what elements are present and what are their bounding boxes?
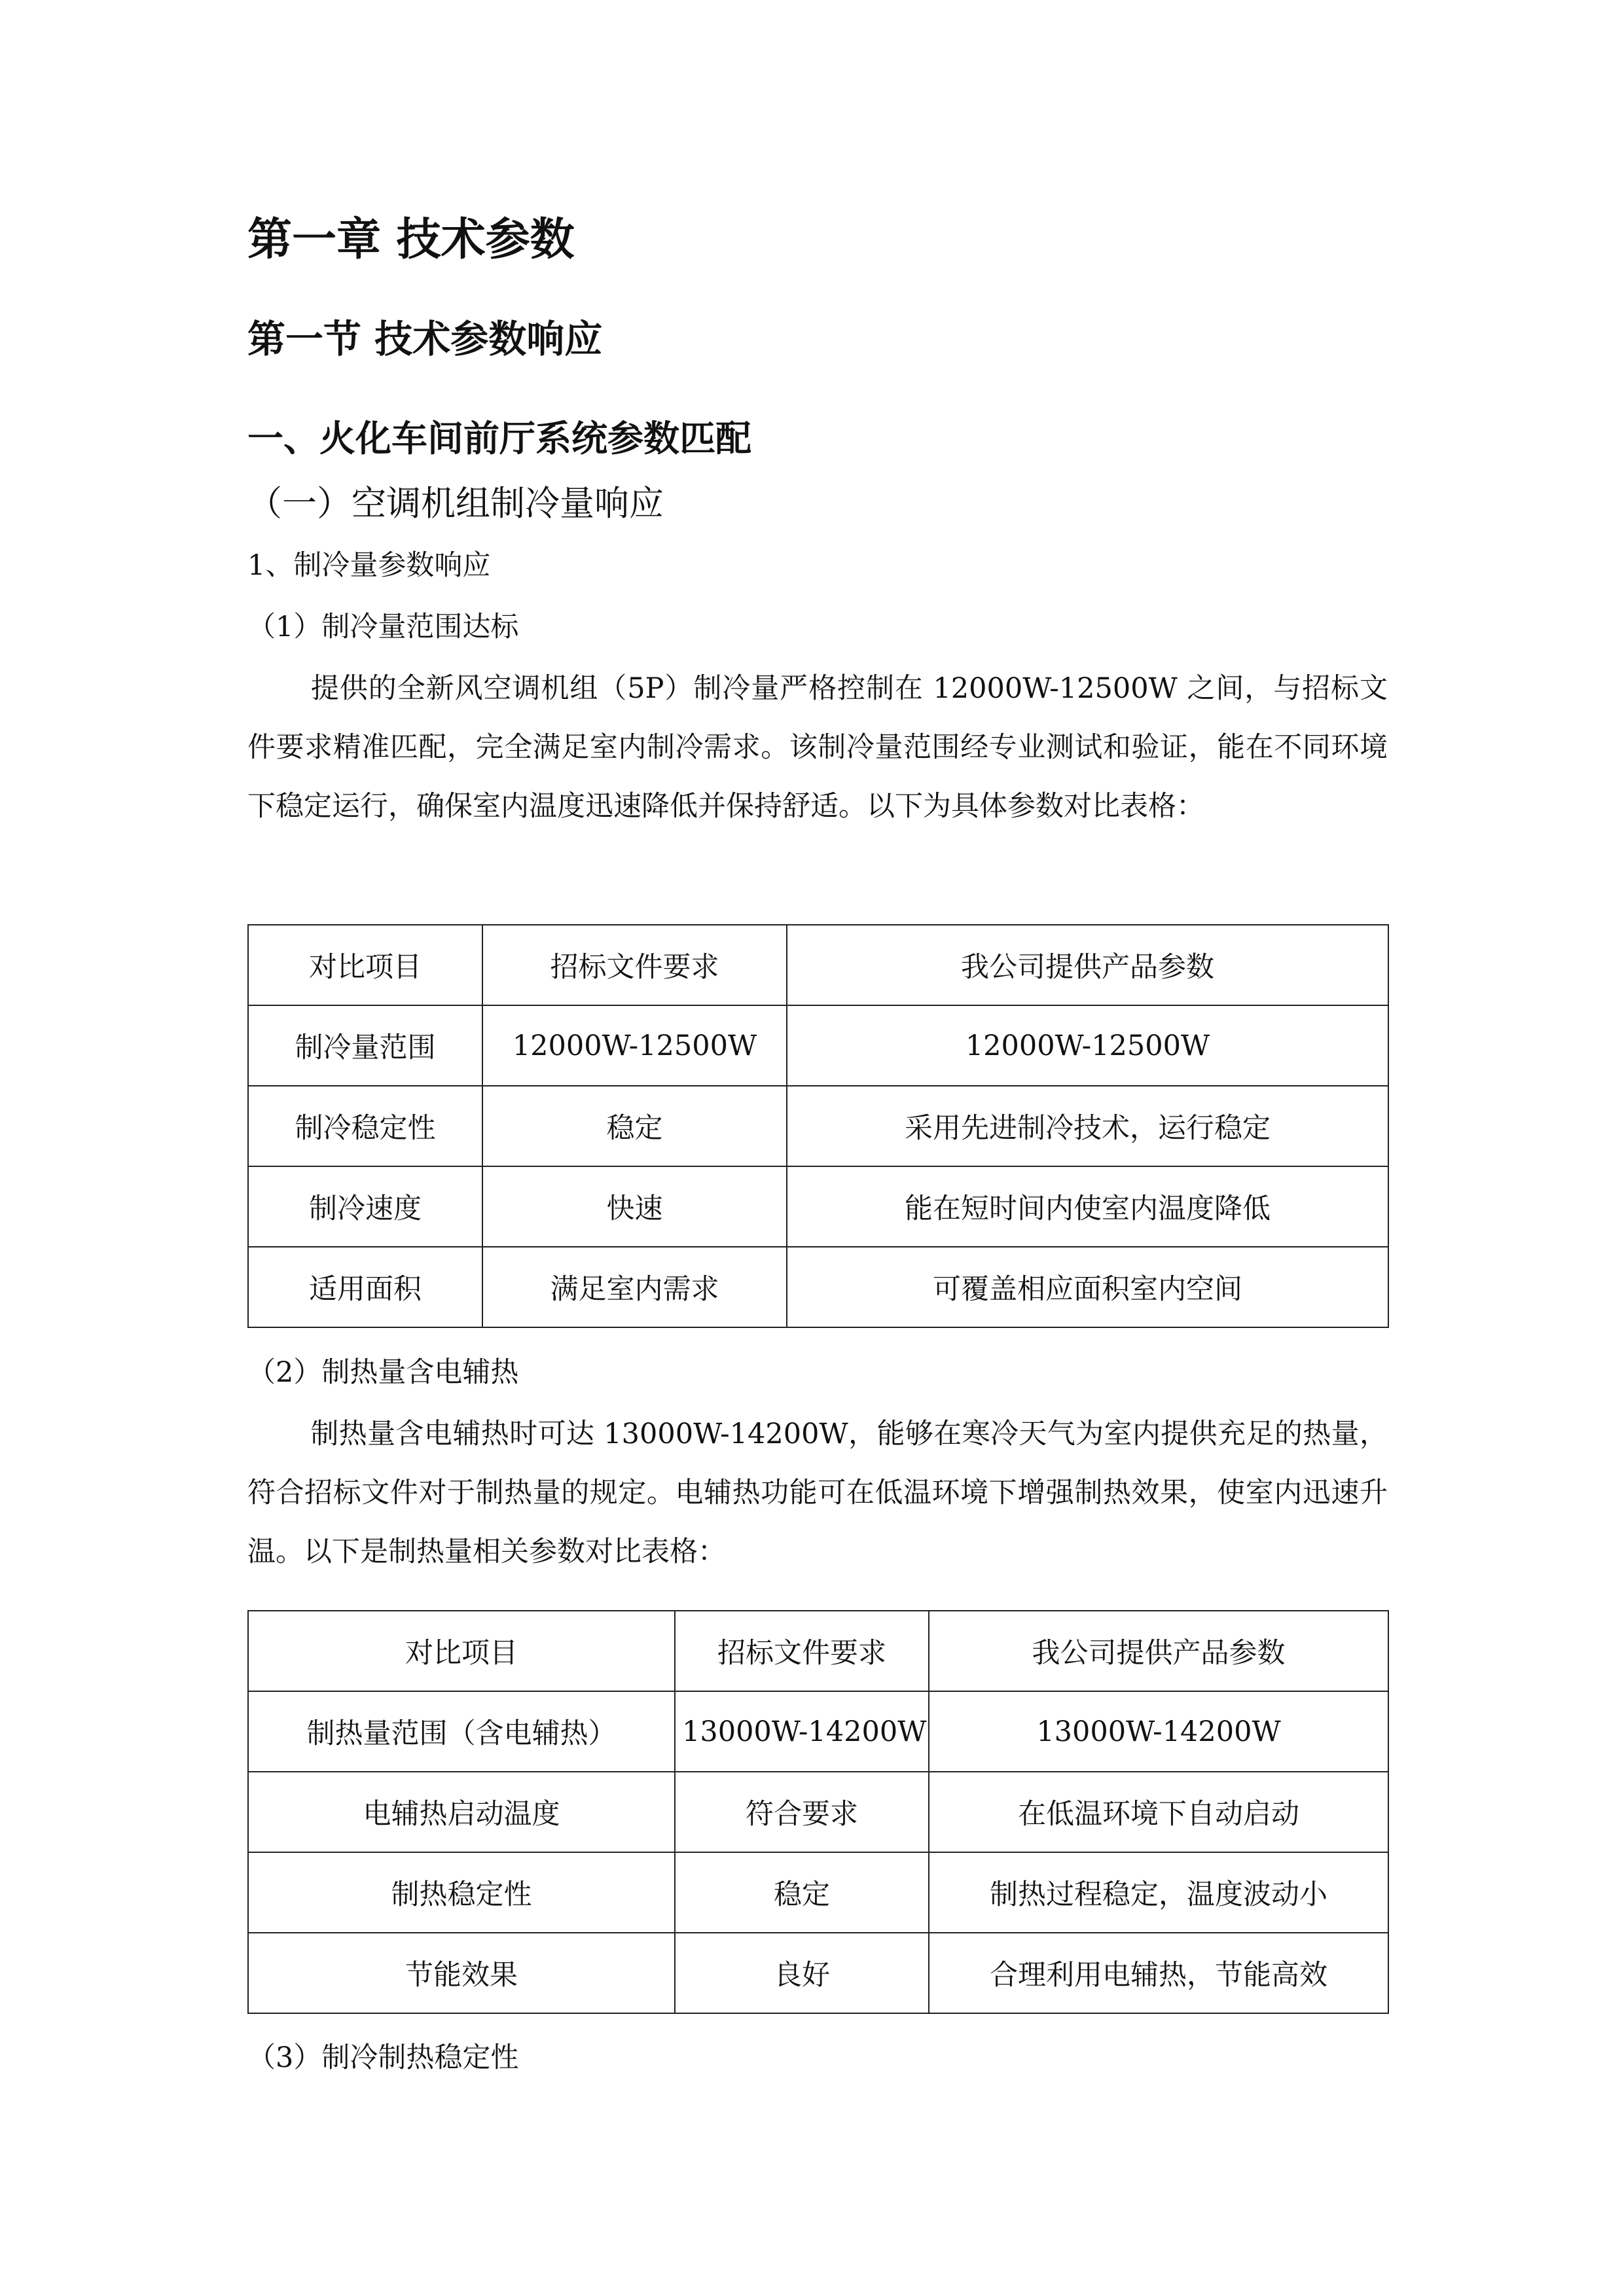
table-cell: 能在短时间内使室内温度降低: [787, 1166, 1388, 1247]
table-cell: 符合要求: [675, 1772, 929, 1852]
item-title: （一）空调机组制冷量响应: [247, 484, 664, 524]
part2-paragraph-text: 制热量含电辅热时可达 13000W-14200W，能够在寒冷天气为室内提供充足的热量，符合招标文件对于制热量的规定。电辅热功能可在低温环境下增强制热效果，使室内迅速升温。以下是制热量相关参数对比表格：: [247, 1418, 1388, 1568]
table-cell: 快速: [482, 1166, 787, 1247]
table-cell: 制热过程稳定，温度波动小: [929, 1852, 1388, 1933]
part1-heading: （1）制冷量范围达标: [247, 611, 519, 643]
table-cell: 制热稳定性: [248, 1852, 675, 1933]
table-cell: 制热量范围（含电辅热）: [248, 1691, 675, 1772]
table-row: [248, 1247, 1388, 1327]
table-cell: 稳定: [675, 1852, 929, 1933]
table-header-cell: 招标文件要求: [482, 925, 787, 1005]
table-row: [248, 1086, 1388, 1166]
part1-paragraph: [247, 659, 1388, 836]
table-header-cell: 招标文件要求: [675, 1611, 929, 1691]
table-cell: 12000W-12500W: [787, 1005, 1388, 1086]
section-title: 第一节 技术参数响应: [247, 317, 603, 361]
table-cell: 节能效果: [248, 1933, 675, 2013]
cooling-comparison-table: [247, 924, 1389, 1328]
table-cell: 满足室内需求: [482, 1247, 787, 1327]
table-cell: 12000W-12500W: [482, 1005, 787, 1086]
heating-comparison-table: [247, 1610, 1389, 2014]
table-row: [248, 1772, 1388, 1852]
table-cell: 13000W-14200W: [929, 1691, 1388, 1772]
table-cell: 良好: [675, 1933, 929, 2013]
table-row: [248, 1933, 1388, 2013]
point-title: 1、制冷量参数响应: [247, 549, 491, 582]
part3-heading: （3）制冷制热稳定性: [247, 2041, 519, 2074]
table-header-cell: 我公司提供产品参数: [787, 925, 1388, 1005]
table-header-cell: 我公司提供产品参数: [929, 1611, 1388, 1691]
table-cell: 13000W-14200W: [675, 1691, 929, 1772]
table-cell: 合理利用电辅热，节能高效: [929, 1933, 1388, 2013]
table-cell: 制冷速度: [248, 1166, 482, 1247]
table-row: [248, 1166, 1388, 1247]
part2-paragraph: [247, 1405, 1388, 1581]
table-header-row: [248, 1611, 1388, 1691]
table-cell: 适用面积: [248, 1247, 482, 1327]
table-header-cell: 对比项目: [248, 1611, 675, 1691]
part2-heading: （2）制热量含电辅热: [247, 1356, 519, 1389]
table-header-cell: 对比项目: [248, 925, 482, 1005]
table-cell: 稳定: [482, 1086, 787, 1166]
subsection-title: 一、火化车间前厅系统参数匹配: [247, 418, 752, 459]
table-cell: 制冷稳定性: [248, 1086, 482, 1166]
table-cell: 可覆盖相应面积室内空间: [787, 1247, 1388, 1327]
table-row: [248, 1691, 1388, 1772]
table-header-row: [248, 925, 1388, 1005]
table-cell: 采用先进制冷技术，运行稳定: [787, 1086, 1388, 1166]
table-row: [248, 1852, 1388, 1933]
chapter-title: 第一章 技术参数: [247, 214, 575, 266]
table-cell: 在低温环境下自动启动: [929, 1772, 1388, 1852]
table-cell: 制冷量范围: [248, 1005, 482, 1086]
table-row: [248, 1005, 1388, 1086]
table-cell: 电辅热启动温度: [248, 1772, 675, 1852]
part1-paragraph-text: 提供的全新风空调机组（5P）制冷量严格控制在 12000W-12500W 之间，与招标文件要求精准匹配，完全满足室内制冷需求。该制冷量范围经专业测试和验证，能在不同环境下稳定运行，确保室内温度迅速降低并保持舒适。以下为具体参数对比表格：: [247, 672, 1388, 823]
